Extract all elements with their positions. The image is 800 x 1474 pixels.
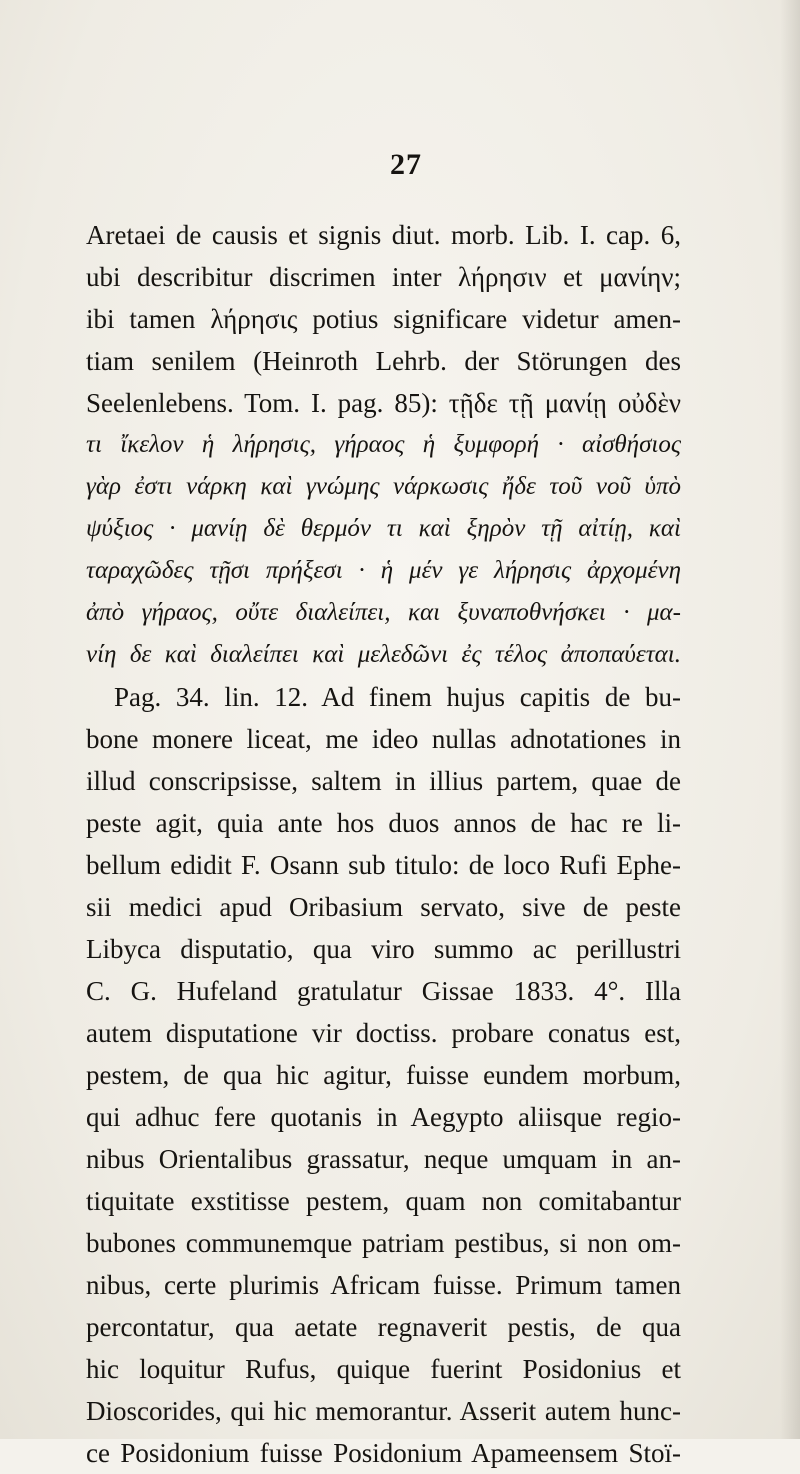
text-line: Dioscorides, qui hic memorantur. Asserit autem hunc- — [86, 1396, 681, 1426]
text-line: Libyca disputatio, qua viro summo ac perillustri — [86, 934, 681, 964]
text-line: nibus, certe plurimis Africam fuisse. Primum tamen — [86, 1270, 681, 1300]
text-line: Aretaei de causis et signis diut. morb. Lib. I. cap. 6, — [86, 220, 681, 250]
text-line: ibi tamen λήρησις potius significare videtur amen- — [86, 304, 681, 334]
text-line: tiquitate exstitisse pestem, quam non comitabantur — [86, 1186, 681, 1216]
greek-quotation-line: ταραχῶδες τῇσι πρήξεσι · ἡ μέν γε λήρησις ἀρχομένη — [86, 557, 681, 584]
greek-quotation-line: ἀπὸ γήραος, οὔτε διαλείπει, και ξυναποθνήσκει · μα- — [86, 599, 681, 626]
text-line: C. G. Hufeland gratulatur Gissae 1833. 4°. Illa — [86, 976, 681, 1006]
text-line: bone monere liceat, me ideo nullas adnotationes in — [86, 724, 681, 754]
greek-quotation-line: ψύξιος · μανίῃ δὲ θερμόν τι καὶ ξηρὸν τῇ αἰτίῃ, καὶ — [86, 515, 681, 542]
text-line: sii medici apud Oribasium servato, sive de peste — [86, 892, 681, 922]
text-line: bellum edidit F. Osann sub titulo: de loco Rufi Ephe- — [86, 850, 681, 880]
text-line: ce Posidonium fuisse Posidonium Apameensem Stoï- — [86, 1438, 681, 1468]
text-line: illud conscripsisse, saltem in illius partem, quae de — [86, 766, 681, 796]
text-line: tiam senilem (Heinroth Lehrb. der Störungen des — [86, 346, 681, 376]
text-line: autem disputatione vir doctiss. probare conatus est, — [86, 1018, 681, 1048]
greek-quotation-line: τι ἴκελον ἡ λήρησις, γήραος ἡ ξυμφορή · αἰσθήσιος — [86, 431, 681, 458]
text-line: nibus Orientalibus grassatur, neque umquam in an- — [86, 1144, 681, 1174]
text-line: pestem, de qua hic agitur, fuisse eundem morbum, — [86, 1060, 681, 1090]
body-text — [86, 214, 681, 1474]
text-line: hic loquitur Rufus, quique fuerint Posidonius et — [86, 1354, 681, 1384]
text-line: bubones communemque patriam pestibus, si non om- — [86, 1228, 681, 1258]
greek-quotation-line: νίη δε καὶ διαλείπει καὶ μελεδῶνι ἐς τέλος ἀποπαύεται. — [86, 641, 681, 668]
text-line: qui adhuc fere quotanis in Aegypto aliisque regio- — [86, 1102, 681, 1132]
text-line: percontatur, qua aetate regnaverit pestis, de qua — [86, 1312, 681, 1342]
page-edge-shadow — [780, 0, 800, 1439]
paragraph-start-line: Pag. 34. lin. 12. Ad finem hujus capitis de bu- — [114, 682, 681, 712]
page-number: 27 — [390, 148, 422, 181]
greek-quotation-line: γὰρ ἐστι νάρκη καὶ γνώμης νάρκωσις ἤδε τοῦ νοῦ ὑπὸ — [86, 473, 681, 500]
text-line: peste agit, quia ante hos duos annos de hac re li- — [86, 808, 681, 838]
text-line: Seelenlebens. Tom. I. pag. 85): τῇδε τῇ μανίῃ οὐδὲν — [86, 388, 681, 418]
text-line: ubi describitur discrimen inter λήρησιν et μανίην; — [86, 262, 681, 292]
